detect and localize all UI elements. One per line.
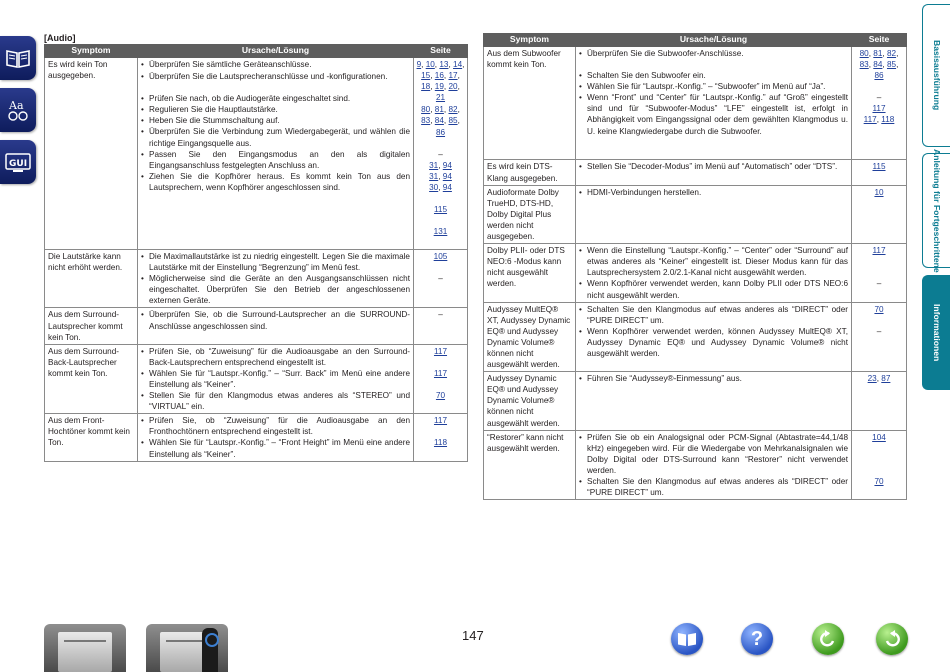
page-link[interactable]: 70 [874, 304, 884, 314]
page-link[interactable]: 84 [434, 116, 444, 126]
page-cell [414, 414, 468, 461]
page-refs [416, 390, 465, 412]
page-cell [852, 244, 907, 302]
solution-item: • Überprüfen Sie die Lautsprecheranschlüsse und -konfigurationen. [141, 71, 410, 82]
page-link[interactable]: 70 [874, 476, 884, 486]
page-link[interactable]: 84 [873, 60, 883, 70]
page-link[interactable]: 117 [433, 416, 448, 426]
remote-control-image [202, 628, 218, 672]
cause-cell [576, 244, 852, 302]
page-link[interactable]: 18 [421, 82, 431, 92]
table-row [484, 185, 907, 243]
back-button[interactable] [812, 623, 844, 655]
table-row [45, 308, 468, 344]
receiver-image [58, 632, 112, 672]
solution-item: • HDMI-Verbindungen herstellen. [579, 187, 848, 198]
page-link[interactable]: 13 [439, 60, 449, 69]
page-link[interactable]: 105 [433, 251, 448, 261]
forward-arrow-icon [882, 629, 902, 649]
solution-item: • Möglicherweise sind die Geräte an den Ausgangsanschlüssen nicht eingeschaltet. Überprüfen Sie den Betrieb der angeschlossenen externen Geräte. [141, 273, 410, 306]
page-link[interactable]: 9 [416, 60, 422, 69]
page-link[interactable]: 31 [429, 160, 439, 170]
page-refs [854, 278, 904, 300]
page-refs [416, 251, 465, 273]
page-link[interactable]: 82 [886, 49, 897, 58]
page-refs [854, 304, 904, 326]
cause-cell [576, 47, 852, 160]
page-refs [854, 103, 904, 114]
page-cell [852, 47, 907, 160]
symptom-cell: Aus dem Surround-Lautsprecher kommt kein Ton. [45, 308, 138, 344]
page-cell [852, 430, 907, 500]
page-dash: – [876, 326, 882, 336]
page-link[interactable]: 16 [434, 71, 444, 81]
page-link[interactable]: 20 [448, 82, 458, 92]
page-dash: – [876, 279, 882, 289]
solution-item: • Prüfen Sie ob ein Analogsignal oder PCM-Signal (Abtastrate=44,1/48 kHz) eingegeben wird. Für die Wiedergabe von Mehrkanalsignalen wie Dolby Digital oder DTS-Surround kann “Restorer” nicht verwendet werden. [579, 432, 848, 476]
page-refs [416, 415, 465, 437]
page-refs [854, 161, 904, 172]
page-link[interactable]: 117 [863, 115, 877, 125]
page-link[interactable]: 80 [421, 105, 431, 115]
symptom-cell: Audyssey Dynamic EQ® und Audyssey Dynamic Volume® können nicht ausgewählt werden. [484, 372, 576, 430]
symptom-cell: Aus dem Front-Hochtöner kommt kein Ton. [45, 414, 138, 461]
solution-item: • Wenn Kopfhörer verwendet werden, können Audyssey MultEQ® XT, Audyssey Dynamic EQ® und Audyssey Dynamic Volume® nicht ausgewählt werden. [579, 326, 848, 359]
page-link[interactable]: 115 [872, 162, 886, 172]
glossary-icon-button[interactable] [0, 88, 36, 132]
page-cell [852, 185, 907, 243]
solution-item: • Wählen Sie für “Lautspr.-Konfig.” – “Front Height” im Menü eine andere Einstellung als “Keiner”. [141, 437, 410, 459]
solution-item: • Überprüfen Sie die Subwoofer-Anschlüsse. [579, 48, 848, 59]
page-dash: – [438, 310, 443, 320]
page-dash: – [438, 273, 443, 283]
page-refs: 23, 87 [867, 374, 891, 384]
tab-basic[interactable] [922, 4, 950, 147]
cause-cell [576, 302, 852, 372]
page-refs [416, 226, 465, 248]
solution-item: • Wenn “Front” und “Center” für “Lautspr.-Konfig.” auf “Groß” eingestellt sind und für “Subwoofer-Modus” “LFE” eingestellt ist, erfolgt in Abhängigkeit vom Eingangssignal oder dem gewählten Klangmodus u. U. keine Klangwiedergabe durch die Subwoofer. [579, 92, 848, 136]
front-panel-thumbnail[interactable] [44, 624, 126, 672]
solution-item: • Schalten Sie den Klangmodus auf etwas anderes als “DIRECT” oder “PURE DIRECT” um. [579, 476, 848, 498]
table-row [45, 58, 468, 250]
page-cell [414, 344, 468, 414]
forward-button[interactable] [876, 623, 908, 655]
cause-cell [138, 249, 414, 307]
page-link[interactable]: 21 [435, 93, 446, 103]
page-link[interactable]: 86 [874, 71, 884, 81]
symptom-cell: Audyssey MultEQ® XT, Audyssey Dynamic EQ® und Audyssey Dynamic Volume® können nicht ausgewählt werden. [484, 302, 576, 372]
symptom-cell: Dolby PLII- oder DTS NEO:6 -Modus kann nicht ausgewählt werden. [484, 244, 576, 302]
page-link[interactable]: 19 [434, 82, 444, 92]
page-link[interactable]: 85 [448, 116, 458, 126]
page-refs [854, 476, 904, 498]
solution-item: • Wählen Sie für “Lautspr.-Konfig.” – “Surr. Back” im Menü eine andere Einstellung als “Keiner”. [141, 368, 410, 390]
contents-button[interactable] [671, 623, 703, 655]
page-link[interactable]: 85 [886, 60, 897, 70]
cause-cell [576, 372, 852, 430]
page-link[interactable]: 81 [434, 105, 444, 115]
header-symptom: Symptom [484, 34, 576, 47]
solution-item: • Passen Sie den Eingangsmodus an den als digitalen Eingangsanschluss festgelegten Anschluss an. [141, 149, 410, 171]
solution-item: • Überprüfen Sie, ob die Surround-Lautsprecher an die SURROUND-Anschlüsse angeschlossen sind. [141, 309, 410, 331]
header-symptom: Symptom [45, 45, 138, 58]
cause-cell [138, 414, 414, 461]
cause-cell [138, 344, 414, 414]
page-link[interactable]: 117 [872, 104, 886, 114]
symptom-cell: “Restorer” kann nicht ausgewählt werden. [484, 430, 576, 500]
page-cell [852, 160, 907, 185]
page-refs: 31, 94 [429, 160, 452, 170]
solution-item: • Überprüfen Sie die Verbindung zum Wiedergabegerät, und wählen die richtige Eingangsquelle aus. [141, 126, 410, 148]
page-refs [416, 273, 465, 306]
troubleshooting-table-right [483, 33, 907, 500]
symptom-cell: Audioformate Dolby TrueHD, DTS-HD, Dolby Digital Plus werden nicht ausgegeben. [484, 185, 576, 243]
page-refs [854, 187, 904, 198]
page-refs [854, 245, 904, 278]
tab-advanced[interactable] [922, 148, 950, 273]
page-refs [854, 432, 904, 476]
tab-information[interactable] [922, 275, 950, 390]
table-row [484, 430, 907, 500]
solution-item: • Prüfen Sie, ob “Zuweisung” für die Audioausgabe an den Fronthochtönern entsprechend eingestellt ist. [141, 415, 410, 437]
page-refs [854, 326, 904, 359]
solution-item: • Heben Sie die Stummschaltung auf. [141, 115, 410, 126]
page-refs: 9, 10, 13, 14, 15, 16, 17, 18, 19, 20, 21 [416, 60, 465, 103]
back-arrow-icon [818, 629, 838, 649]
solution-item: • Führen Sie “Audyssey®-Einmessung” aus. [579, 373, 848, 384]
page-link[interactable]: 94 [442, 171, 452, 181]
header-page: Seite [414, 45, 468, 58]
solution-item: • Schalten Sie den Subwoofer ein. [579, 70, 848, 81]
question-mark-icon: ? [750, 627, 764, 650]
solution-item: • Prüfen Sie nach, ob die Audiogeräte eingeschaltet sind. [141, 93, 410, 104]
page-refs [416, 368, 465, 390]
page-refs: 30, 94 [429, 182, 452, 192]
page-link[interactable]: 117 [433, 346, 448, 356]
cause-cell [138, 58, 414, 250]
table-row [484, 372, 907, 430]
header-page: Seite [852, 34, 907, 47]
solution-item: • Die Maximallautstärke ist zu niedrig eingestellt. Legen Sie die maximale Lautstärke mit der Einstellung “Begrenzung” im Menü fest. [141, 251, 410, 273]
gui-icon [4, 151, 32, 173]
page-link[interactable]: 23 [867, 374, 877, 384]
glossary-aa-icon [5, 97, 31, 123]
page-link[interactable]: 15 [421, 71, 431, 81]
page-link[interactable]: 10 [874, 187, 884, 197]
page-link[interactable]: 94 [442, 160, 452, 170]
remote-thumbnail[interactable] [146, 624, 228, 672]
solution-item: • Überprüfen Sie sämtliche Geräteanschlüsse. [141, 59, 410, 70]
solution-item: • Stellen Sie für den Klangmodus etwas anderes als “STEREO” und “VIRTUAL” ein. [141, 390, 410, 412]
page-link[interactable]: 117 [872, 246, 886, 256]
page-link[interactable]: 115 [433, 204, 448, 214]
tab-information-label: Informationen [932, 303, 942, 362]
solution-item: • Wählen Sie für “Lautspr.-Konfig.” – “Subwoofer” im Menü auf “Ja”. [579, 81, 848, 92]
page-link[interactable]: 83 [859, 60, 869, 70]
page-refs [416, 437, 465, 459]
table-row [45, 249, 468, 307]
page-link[interactable]: 118 [881, 115, 895, 125]
table-row [484, 244, 907, 302]
page-dash: – [876, 93, 882, 103]
solution-item: • Prüfen Sie, ob “Zuweisung” für die Audioausgabe an den Surround-Back-Lautsprechern entsprechend eingestellt ist. [141, 346, 410, 368]
page-refs: 80, 81, 82, 83, 84, 85, 86 [859, 49, 899, 81]
page-refs: 80, 81, 82, 83, 84, 85, 86 [421, 105, 460, 137]
page-cell [852, 372, 907, 430]
help-button[interactable] [741, 623, 773, 655]
svg-text:GUI: GUI [9, 159, 28, 169]
page-refs [416, 204, 465, 226]
solution-item: • Schalten Sie den Klangmodus auf etwas anderes als “DIRECT” oder “PURE DIRECT” um. [579, 304, 848, 326]
page-link[interactable]: 86 [435, 127, 446, 137]
page-link[interactable]: 118 [433, 438, 448, 448]
page-cell [414, 58, 468, 250]
symptom-cell: Aus dem Subwoofer kommt kein Ton. [484, 47, 576, 160]
book-icon [677, 631, 697, 647]
solution-item: • Wenn die Einstellung “Lautspr.-Konfig.” – “Center” oder “Surround” auf etwas anderes als “Keiner” eingestellt ist. Dieser Modus kann für das Lautsprechersystem 2.0/2.1-Kanal nicht ausgewählt werden. [579, 245, 848, 278]
symptom-cell: Die Lautstärke kann nicht erhöht werden. [45, 249, 138, 307]
page-link[interactable]: 94 [442, 182, 452, 192]
page-dash: – [438, 149, 443, 159]
table-row [484, 302, 907, 372]
page-refs: 117, 118 [863, 115, 895, 125]
page-link[interactable]: 87 [881, 374, 891, 384]
page-link[interactable]: 70 [435, 390, 446, 400]
cause-cell [576, 185, 852, 243]
page-refs [416, 346, 465, 368]
left-icon-bar [0, 36, 36, 192]
section-title: [Audio] [44, 33, 76, 43]
solution-item: • Wenn Kopfhörer verwendet werden, kann Dolby PLII oder DTS NEO:6 nicht ausgewählt werden. [579, 278, 848, 300]
table-row [45, 414, 468, 461]
page-refs [416, 149, 465, 160]
header-cause: Ursache/Lösung [138, 45, 414, 58]
table-header-row [484, 34, 907, 47]
symptom-cell: Aus dem Surround-Back-Lautsprecher kommt kein Ton. [45, 344, 138, 414]
page-link[interactable]: 31 [429, 171, 439, 181]
open-book-icon [5, 47, 31, 69]
cause-cell [576, 160, 852, 185]
symptom-cell: Es wird kein Ton ausgegeben. [45, 58, 138, 250]
page-link[interactable]: 82 [448, 105, 458, 115]
page-link[interactable]: 117 [433, 368, 448, 378]
cause-cell [576, 430, 852, 500]
book-icon-button[interactable] [0, 36, 36, 80]
page-cell [414, 249, 468, 307]
page-refs [854, 92, 904, 103]
page-cell [414, 308, 468, 344]
table-row [45, 344, 468, 414]
page-link[interactable]: 131 [433, 226, 448, 236]
page-link[interactable]: 104 [872, 432, 886, 442]
table-row [484, 47, 907, 160]
solution-item: • Ziehen Sie die Kopfhörer heraus. Es kommt kein Ton aus den Lautsprechern, wenn Kopfhörer angeschlossen sind. [141, 171, 410, 193]
page-link[interactable]: 81 [873, 49, 883, 58]
header-cause: Ursache/Lösung [576, 34, 852, 47]
troubleshooting-table-left [44, 44, 468, 462]
page-link[interactable]: 14 [453, 60, 463, 69]
page-number: 147 [462, 628, 484, 643]
page-link[interactable]: 17 [448, 71, 458, 81]
solution-item: • Stellen Sie “Decoder-Modus” im Menü auf “Automatisch” oder “DTS”. [579, 161, 848, 172]
solution-item: • Regulieren Sie die Hauptlautstärke. [141, 104, 410, 115]
tab-basic-label: Basisausführung [932, 40, 942, 111]
page-link[interactable]: 30 [429, 182, 439, 192]
page-link[interactable]: 80 [859, 49, 869, 58]
tab-advanced-label: Anleitung für Fortgeschrittene [932, 148, 942, 273]
gui-icon-button[interactable] [0, 140, 36, 184]
table-row [484, 160, 907, 185]
page-link[interactable]: 10 [425, 60, 435, 69]
symptom-cell: Es wird kein DTS-Klang ausgegeben. [484, 160, 576, 185]
svg-text:Aa: Aa [9, 99, 24, 112]
page-refs [416, 309, 465, 331]
page-link[interactable]: 83 [421, 116, 431, 126]
page-cell [852, 302, 907, 372]
page-refs: 31, 94 [429, 171, 452, 181]
table-header-row [45, 45, 468, 58]
cause-cell [138, 308, 414, 344]
